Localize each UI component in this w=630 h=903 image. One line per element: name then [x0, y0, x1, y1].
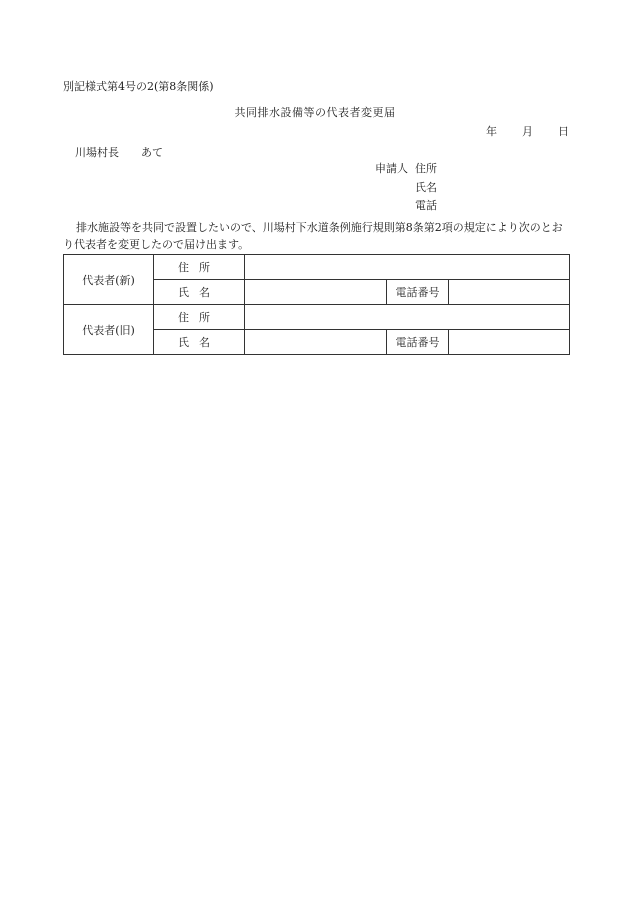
old-address-field[interactable] [245, 305, 570, 330]
new-address-label: 住所 [154, 255, 245, 280]
applicant-phone-label: 電話 [415, 199, 437, 212]
applicant-address-label: 住所 [415, 162, 437, 175]
new-representative-label: 代表者(新) [64, 255, 154, 305]
new-address-row [64, 255, 570, 280]
old-address-label: 住所 [154, 305, 245, 330]
old-phone-label: 電話番号 [387, 330, 449, 355]
representative-table [63, 254, 570, 355]
new-phone-label: 電話番号 [387, 280, 449, 305]
old-name-field[interactable] [245, 330, 387, 355]
new-address-field[interactable] [245, 255, 570, 280]
form-number-label: 別記様式第4号の2(第8条関係) [63, 80, 214, 93]
document-title: 共同排水設備等の代表者変更届 [234, 106, 396, 119]
date-month-label: 月 [522, 125, 533, 138]
applicant-label: 申請人 [375, 162, 408, 175]
old-name-label: 氏名 [154, 330, 245, 355]
old-address-row [64, 305, 570, 330]
addressee: 川場村長 あて [75, 146, 163, 159]
applicant-name-label: 氏名 [415, 181, 437, 194]
date-year-label: 年 [486, 125, 497, 138]
date-line [486, 125, 576, 139]
body-paragraph: 排水施設等を共同で設置したいので、川場村下水道条例施行規則第8条第2項の規定により次のとおり代表者を変更したので届け出ます。 [63, 221, 563, 251]
old-phone-field[interactable] [449, 330, 570, 355]
old-representative-label: 代表者(旧) [64, 305, 154, 355]
new-phone-field[interactable] [449, 280, 570, 305]
date-day-label: 日 [558, 125, 569, 138]
new-name-label: 氏名 [154, 280, 245, 305]
new-name-field[interactable] [245, 280, 387, 305]
